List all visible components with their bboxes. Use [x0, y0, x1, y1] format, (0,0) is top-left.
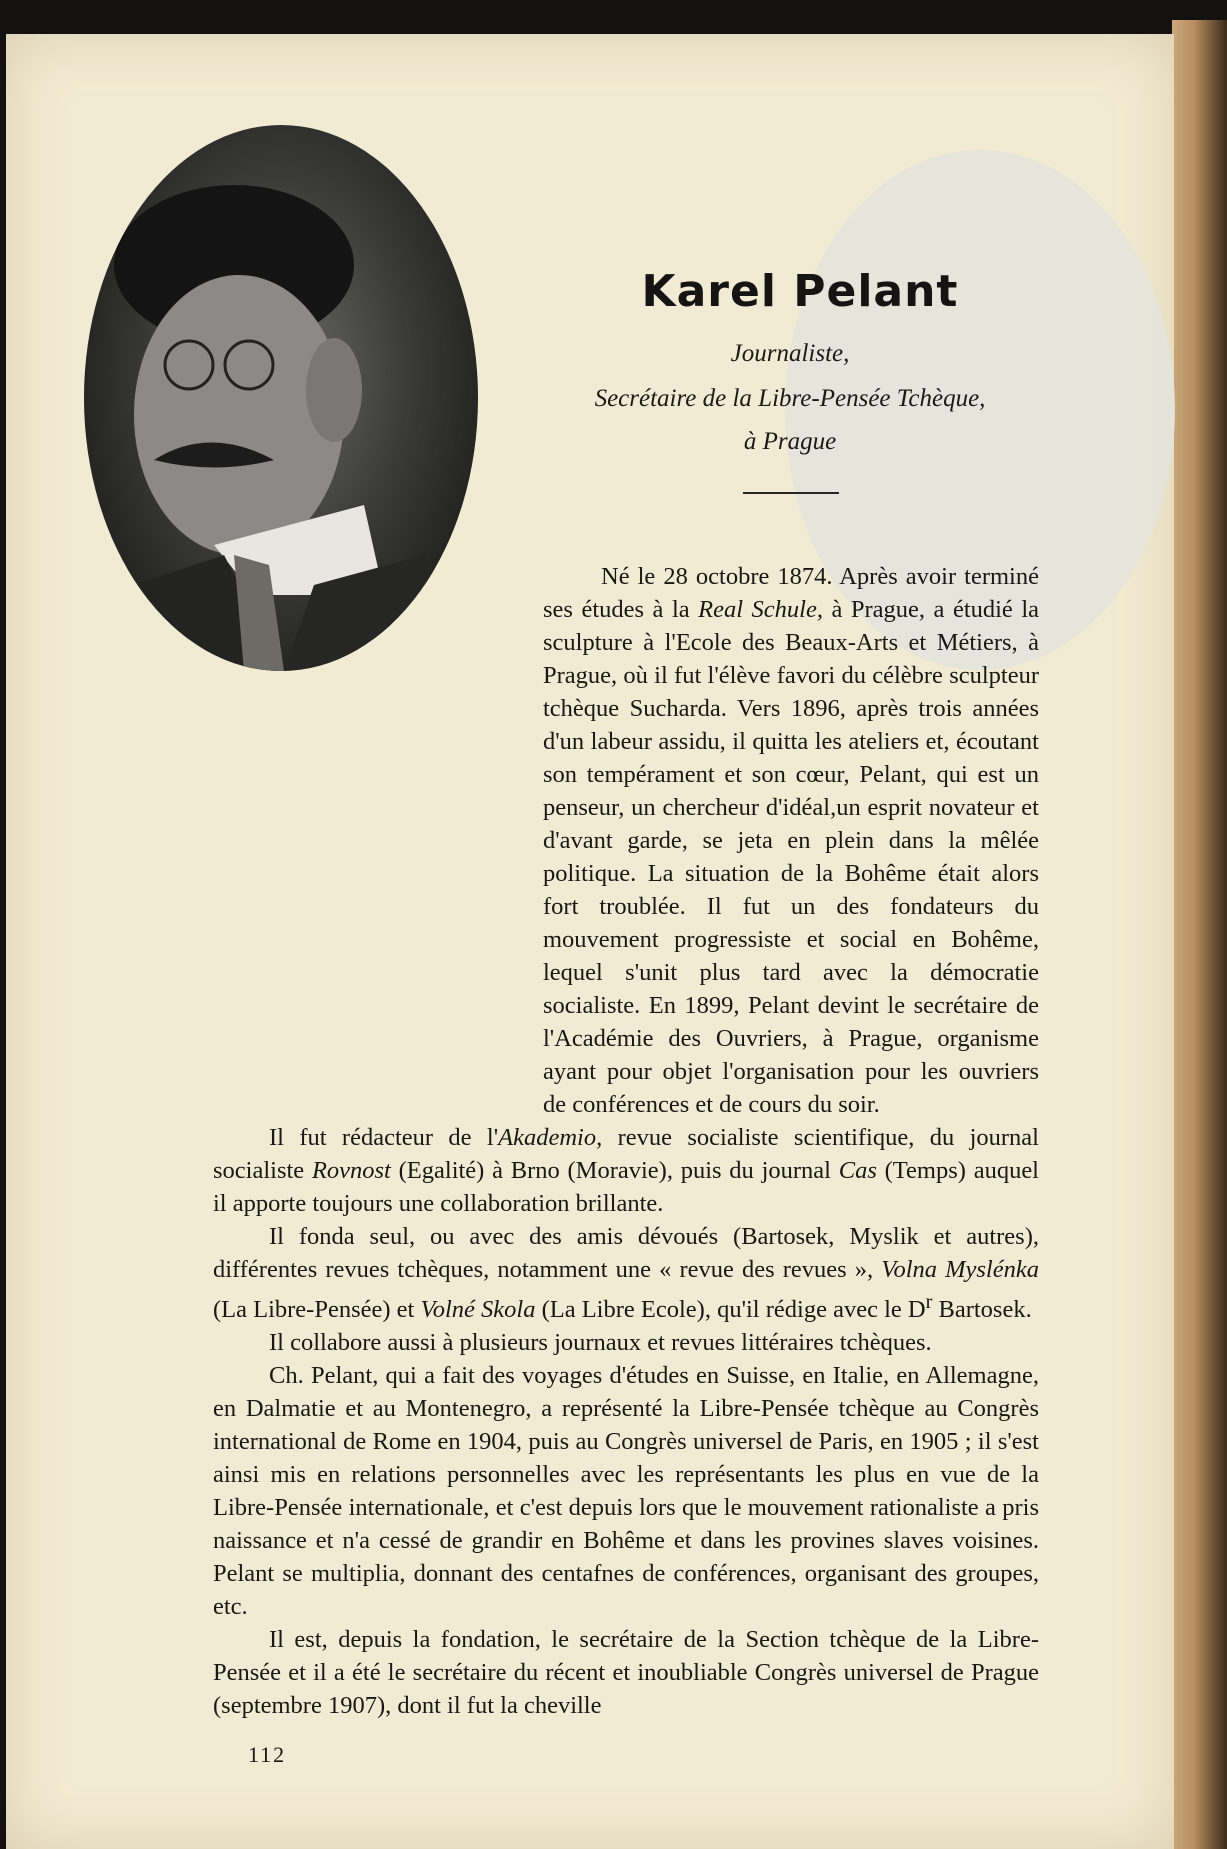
p3-text-c: (La Libre-Pensée) et	[213, 1296, 421, 1324]
p2-text-e: (Egalité) à Brno (Moravie), puis du journal	[390, 1157, 839, 1184]
paragraph-6: Il est, depuis la fondation, le secrétaire de la Section tchèque de la Libre-Pensée et il a été le secrétaire du récent et inoubliable Congrès universel de Prague (septembre 1907), dont il fut la cheville	[213, 1626, 1039, 1720]
p3-text-a: Il fonda seul, ou avec des amis dévoués (Bartosek, Myslik et autres), différentes revues tchèques, notamment une « revue des revues »,	[213, 1223, 1039, 1283]
subtitle-role: Journaliste,	[730, 340, 850, 367]
subtitle-location: à Prague	[743, 428, 837, 455]
subtitle-position: Secrétaire de la Libre-Pensée Tchèque,	[594, 385, 986, 412]
p3-italic-volne-skola: Volné Skola	[420, 1296, 536, 1324]
paragraph-5: Ch. Pelant, qui a fait des voyages d'études en Suisse, en Italie, en Allemagne, en Dalmatie et au Montenegro, a représenté la Libre-Pensée tchèque au Congrès international de Rome en 1904, puis au Congrès universel de Paris, en 1905 ; il s'est ainsi mis en relations personnelles avec les représentants les plus en vue de la Libre-Pensée internationale, et c'est depuis lors que le mouvement rationaliste a pris naissance et n'a cessé de grandir en Bohême et dans les provines slaves voisines. Pelant se multiplia, donnant des centafnes de conférences, organisant des groupes, etc.	[213, 1362, 1039, 1621]
book-edge	[1172, 20, 1227, 1849]
p2-italic-rovnost: Rovnost	[311, 1157, 391, 1184]
paragraph-3	[213, 1220, 1039, 1326]
paragraph-4: Il collabore aussi à plusieurs journaux et revues littéraires tchèques.	[269, 1329, 932, 1357]
p3-text-f: Bartosek.	[932, 1296, 1032, 1324]
p2-italic-akademio: Akademio,	[498, 1124, 603, 1151]
p2-text-g: (Temps) auquel il apporte toujours une collaboration brillante.	[213, 1157, 1039, 1217]
page-number: 112	[248, 1742, 287, 1767]
p3-text-e: (La Libre Ecole), qu'il rédige avec le D	[535, 1296, 926, 1324]
paragraph-2	[213, 1121, 1039, 1220]
biography-text	[213, 560, 1039, 1722]
p2-italic-cas: Cas	[838, 1157, 877, 1184]
ear-shape	[306, 338, 362, 442]
page-title: Karel Pelant	[641, 266, 959, 317]
p3-italic-volna-myslenka: Volna Myslénka	[881, 1256, 1039, 1283]
p2-text-c: revue socialiste scientifique, du journal socialiste	[213, 1124, 1039, 1184]
p2-text-a: Il fut rédacteur de l'	[269, 1124, 499, 1151]
p1-italic-real-schule: Real Schule,	[698, 596, 823, 623]
title-rule	[743, 492, 839, 494]
paragraph-1	[543, 560, 1039, 1121]
p1-text-a: Né le 28 octobre 1874. Après avoir terminé ses études à la	[543, 563, 1039, 623]
p3-superscript: r	[925, 1291, 933, 1313]
p1-text-c: à Prague, a étudié la sculpture à l'Ecole des Beaux-Arts et Métiers, à Prague, où il fut l'élève favori du célèbre sculpteur tchèque Sucharda. Vers 1896, après trois années d'un labeur assidu, il quitta les ateliers et, écoutant son tempérament et son cœur, Pelant, qui est un penseur, un chercheur d'idéal,un esprit novateur et d'avant garde, se jeta en plein dans la mêlée politique. La situation de la Bohême était alors fort troublée. Il fut un des fondateurs du mouvement progressiste et social en Bohême, lequel s'unit plus tard avec la démocratie socialiste. En 1899, Pelant devint le secrétaire de l'Académie des Ouvriers, à Prague, organisme ayant pour objet l'organisation pour les ouvriers de conférences et de cours du soir.	[543, 596, 1039, 1118]
